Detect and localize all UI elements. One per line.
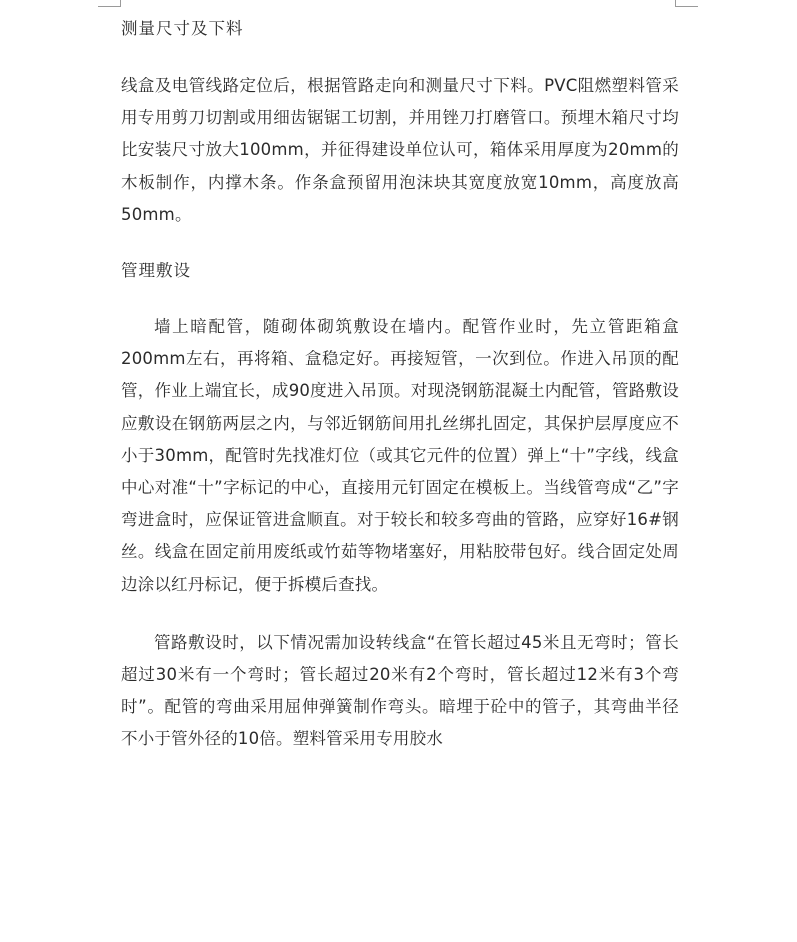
page-corner-mark-right <box>675 0 698 7</box>
paragraph-measure-cutting: 线盒及电管线路定位后，根据管路走向和测量尺寸下料。PVC阻燃塑料管采用专用剪刀切割或用细齿锯锯工切割，并用锉刀打磨管口。预埋木箱尺寸均比安装尺寸放大100mm，并征得建设单位认可，箱体采用厚度为20mm的木板制作，内撑木条。作条盒预留用泡沫块其宽度放宽10mm，高度放高50mm。 <box>121 76 679 224</box>
section-heading-pipe-laying: 管理敷设 <box>121 261 191 281</box>
page-corner-mark-left <box>98 0 121 7</box>
document-body[interactable] <box>121 14 679 756</box>
paragraph-wall-concealed-pipe: 墙上暗配管，随砌体砌筑敷设在墙内。配管作业时，先立管距箱盒200mm左右，再将箱、盒稳定好。再接短管，一次到位。作进入吊顶的配管，作业上端宜长，成90度进入吊顶。对现浇钢筋混凝土内配管，管路敷设应敷设在钢筋两层之内，与邻近钢筋间用扎丝绑扎固定，其保护层厚度应不小于30mm，配管时先找准灯位（或其它元件的位置）弹上“十”字线，线盒中心对准“十”字标记的中心，直接用元钉固定在模板上。当线管弯成“乙”字弯进盒时，应保证管进盒顺直。对于较长和较多弯曲的管路，应穿好16#钢丝。线盒在固定前用废纸或竹茹等物堵塞好，用粘胶带包好。线合固定处周边涂以红丹标记，便于拆模后查找。 <box>121 317 679 594</box>
paragraph-junction-box-rules: 管路敷设时，以下情况需加设转线盒“在管长超过45米且无弯时；管长超过30米有一个弯时；管长超过20米有2个弯时，管长超过12米有3个弯时”。配管的弯曲采用屈伸弹簧制作弯头。暗埋于砼中的管子，其弯曲半径不小于管外径的10倍。塑料管采用专用胶水 <box>121 632 679 749</box>
section-heading-measure: 测量尺寸及下料 <box>121 19 244 38</box>
